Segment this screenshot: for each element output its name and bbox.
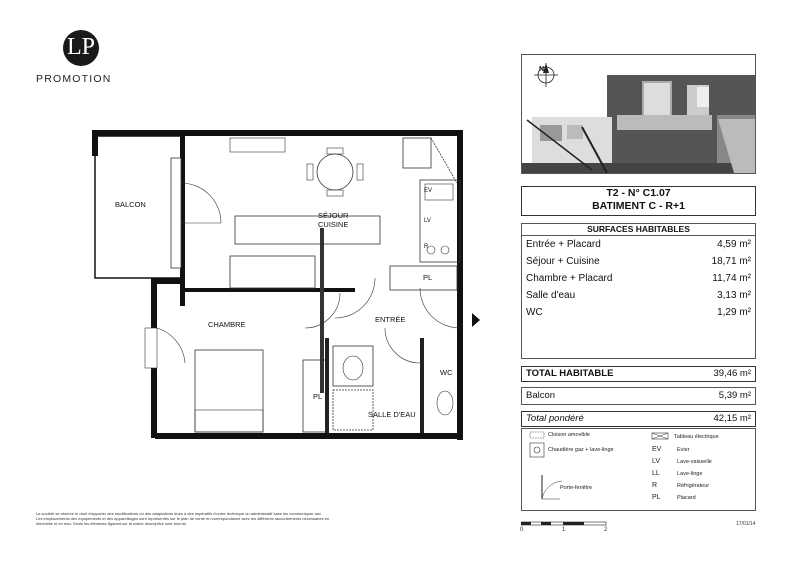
room-balcon: BALCON [115, 200, 146, 209]
surface-row [522, 253, 755, 270]
room-pl-entree: PL [423, 273, 433, 282]
surface-label: Salle d'eau [526, 290, 576, 301]
room-wc: WC [440, 368, 453, 377]
surface-row [522, 287, 755, 304]
code-ev: EV [652, 446, 662, 453]
surface-value: 18,71 m² [711, 256, 751, 267]
plan-date: 17/01/14 [736, 521, 756, 527]
balcony-area [521, 387, 756, 405]
total-label: TOTAL HABITABLE [526, 368, 614, 379]
surface-value: 4,59 m² [717, 239, 751, 250]
north-arrow-icon [534, 63, 558, 87]
code-pl-label: Placard [677, 495, 696, 501]
surface-row [522, 236, 755, 253]
site-map-drawing [522, 55, 755, 173]
site-map [521, 54, 756, 174]
floor-plan [85, 128, 480, 448]
code-lv-label: Lave-vaisselle [677, 459, 712, 465]
code-ev-label: Evier [677, 447, 690, 453]
legend-chaudiere: Chaudière gaz + lave-linge [548, 447, 614, 453]
legend [521, 428, 756, 511]
logo-mark: LP [66, 34, 95, 60]
room-sejour: SÉJOUR [318, 211, 349, 220]
room-pl-chambre: PL [313, 392, 323, 401]
total-habitable [521, 366, 756, 382]
legend-porte-fenetre: Porte-fenêtre [560, 485, 593, 491]
room-salle-eau: SALLE D'EAU [368, 410, 416, 419]
scale-tick-2: 2 [604, 527, 608, 533]
surface-row [522, 304, 755, 321]
weighted-value: 42,15 m² [713, 413, 751, 424]
disclaimer-line: électricité et en eau. Seuls les éléments figurant sur la notice descriptive sont fournis. [36, 521, 187, 526]
disclaimer-line: La société se réserve le droit d'apporter des modifications ou des adaptations dues à des impératifs d'ordre technique ou administratif sans les communiquer aux [36, 511, 322, 516]
legend-symbols [522, 429, 755, 510]
surface-value: 3,13 m² [717, 290, 751, 301]
code-r: R [652, 482, 658, 489]
surface-value: 1,29 m² [717, 307, 751, 318]
legend-tableau: Tableau électrique [674, 434, 719, 440]
unit-title-box [521, 186, 756, 216]
kitchen-ev: EV [424, 188, 433, 194]
kitchen-r: R [424, 244, 429, 250]
unit-number: T2 - N° C1.07 [606, 187, 671, 199]
surface-label: Entrée + Placard [526, 239, 601, 250]
code-lv: LV [652, 458, 661, 465]
room-chambre: CHAMBRE [208, 320, 246, 329]
surface-label: Chambre + Placard [526, 273, 613, 284]
scale-tick-0: 0 [520, 527, 524, 533]
room-entree: ENTRÉE [375, 315, 406, 324]
building-floor: BATIMENT C - R+1 [592, 200, 685, 212]
kitchen-lv: LV [424, 218, 431, 224]
north-label: N [539, 66, 545, 73]
balcony-label: Balcon [526, 390, 556, 401]
brand-name: PROMOTION [36, 73, 112, 85]
surface-label: Séjour + Cuisine [526, 256, 600, 267]
surface-row [522, 270, 755, 287]
room-cuisine: CUISINE [318, 220, 349, 229]
surface-value: 11,74 m² [712, 273, 751, 284]
code-pl: PL [652, 494, 661, 501]
surface-label: WC [526, 307, 543, 318]
scale-bar [521, 521, 611, 531]
scale-tick-1: 1 [562, 527, 566, 533]
weighted-label: Total pondéré [526, 413, 584, 424]
surfaces-table [521, 223, 756, 359]
weighted-total [521, 411, 756, 427]
code-ll-label: Lave-linge [677, 471, 703, 477]
balcony-value: 5,39 m² [718, 390, 751, 401]
code-ll: LL [652, 470, 660, 477]
code-r-label: Réfrigérateur [677, 483, 710, 489]
total-value: 39,46 m² [713, 368, 751, 379]
disclaimer-line: Les emplacements des équipements et des appareillages sont représentés sur le plan de vente en correspondance avec les différents raccordements nécessaires en [36, 516, 330, 521]
legend-cloison: Cloison amovible [548, 432, 590, 438]
disclaimer [36, 511, 366, 526]
surfaces-heading: SURFACES HABITABLES [522, 224, 755, 236]
